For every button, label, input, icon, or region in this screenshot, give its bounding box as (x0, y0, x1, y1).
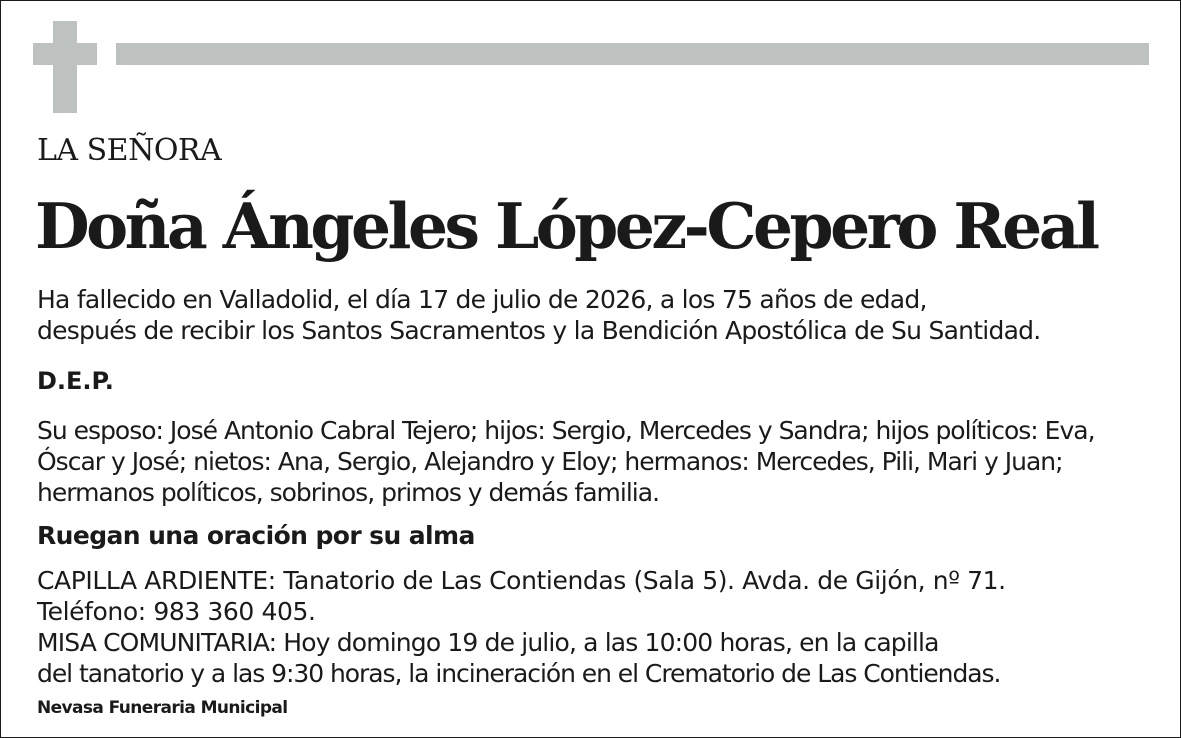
family-list-line: Óscar y José; nietos: Ana, Sergio, Alejandro y Eloy; hermanos: Mercedes, Pili, Mari y Juan; (37, 447, 1063, 476)
prayer-request: Ruegan una oración por su alma (37, 521, 475, 550)
funeral-home-name: Nevasa Funeraria Municipal (37, 698, 288, 718)
header-rule (116, 43, 1149, 65)
mass-info-line: del tanatorio y a las 9:30 horas, la incineración en el Crematorio de Las Contiendas. (37, 659, 1001, 688)
mass-info-line: MISA COMUNITARIA: Hoy domingo 19 de julio, a las 10:00 horas, en la capilla (37, 628, 939, 657)
latin-cross-icon (33, 21, 97, 113)
dep-label: D.E.P. (37, 367, 114, 395)
death-announcement (37, 284, 1041, 346)
cross-horizontal-bar (33, 43, 97, 65)
chapel-info-line: CAPILLA ARDIENTE: Tanatorio de Las Contiendas (Sala 5). Avda. de Gijón, nº 71. (37, 566, 1006, 595)
chapel-info (37, 565, 1006, 627)
honorific-label: LA SEÑORA (37, 133, 222, 168)
mass-info (37, 627, 1000, 689)
family-list (37, 415, 1095, 508)
family-list-line: Su esposo: José Antonio Cabral Tejero; hijos: Sergio, Mercedes y Sandra; hijos políticos: Eva, (37, 416, 1095, 445)
death-announcement-line: después de recibir los Santos Sacramentos y la Bendición Apostólica de Su Santidad. (37, 316, 1041, 345)
deceased-name: Doña Ángeles López-Cepero Real (35, 189, 1097, 263)
chapel-info-line: Teléfono: 983 360 405. (37, 597, 316, 626)
cross-vertical-bar (53, 21, 77, 113)
death-announcement-line: Ha fallecido en Valladolid, el día 17 de julio de 2026, a los 75 años de edad, (37, 285, 927, 314)
family-list-line: hermanos políticos, sobrinos, primos y demás familia. (37, 478, 660, 507)
